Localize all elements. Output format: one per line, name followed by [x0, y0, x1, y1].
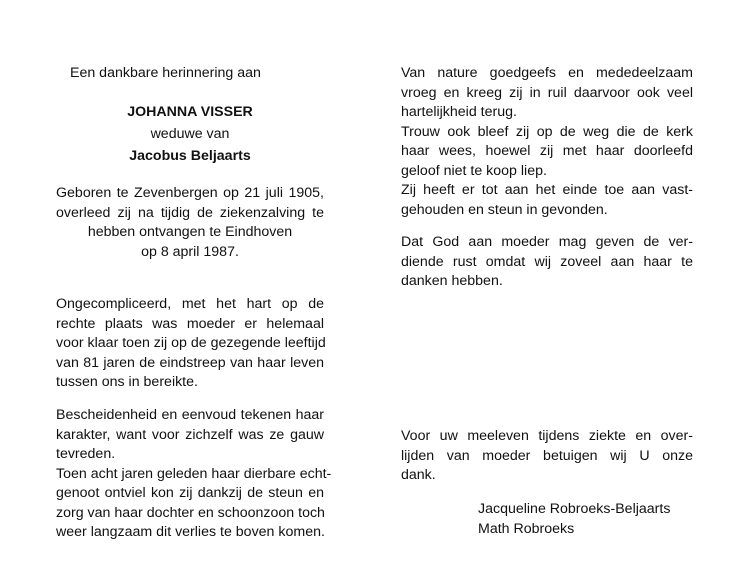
text-line: gehouden en steun in gevonden. [401, 201, 608, 218]
paragraph [56, 295, 324, 393]
signature-line: Math Robroeks [478, 520, 575, 537]
text-line: Zij heeft er tot aan het einde toe aan vast- [401, 182, 693, 198]
signatures [401, 500, 693, 539]
text-line: Trouw ook bleef zij op de weg die de kerk [401, 123, 693, 140]
intro-line: Een dankbare herinnering aan [70, 65, 261, 81]
husband-name: Jacobus Beljaarts [129, 148, 251, 164]
text-line: haar wees, hoewel zij met haar doorleefd [401, 143, 693, 159]
birth-death-block [56, 184, 324, 262]
text-line: Dat God aan moeder mag geven de ver- [401, 234, 693, 250]
paragraph [401, 233, 693, 292]
text-line: danken hebben. [401, 273, 503, 289]
text-line: Bescheidenheid en eenvoud tekenen haar [56, 407, 324, 423]
paragraph [401, 427, 693, 486]
text-line: overleed zij na tijdig de ziekenzalving te [56, 204, 324, 221]
text-line: geloof niet te koop liep. [401, 162, 547, 179]
text-line: Geboren te Zevenbergen op 21 juli 1905, [56, 185, 324, 201]
text-line: Toen acht jaren geleden haar dierbare echt- [56, 465, 332, 482]
signature-line: Jacqueline Robroeks-Beljaarts [478, 501, 671, 517]
text-line: tevreden. [56, 446, 116, 462]
text-line: op 8 april 1987. [141, 243, 239, 260]
text-line: karakter, want voor zichzelf was ze gauw [56, 426, 324, 443]
text-line: van 81 jaren de eindstreep van haar leven [56, 354, 324, 371]
text-line: diende rust omdat wij zoveel aan haar te [401, 253, 693, 270]
text-line: dank. [401, 467, 436, 483]
text-line: rechte plaats was moeder er helemaal [56, 315, 324, 332]
text-line: weer langzaam dit verlies te boven komen. [56, 524, 325, 540]
text-line: zorg van haar dochter en schoonzoon toch [56, 504, 325, 521]
text-line: hebben ontvangen te Eindhoven [87, 224, 293, 240]
text-line: lijden van moeder betuigen wij U onze [401, 447, 693, 464]
text-line: voor klaar toen zij op de gezegende leeftijd [56, 335, 326, 351]
text-line: Ongecompliceerd, met het hart op de [56, 296, 324, 312]
widow-of-label: weduwe van [150, 126, 230, 142]
paragraph [56, 406, 332, 543]
text-line: genoot ontviel kon zij dankzij de steun en [56, 485, 324, 501]
text-line: Voor uw meeleven tijdens ziekte en over- [401, 428, 693, 444]
text-line: hartelijkheid terug. [401, 104, 517, 120]
text-line: tussen ons in bereikte. [56, 374, 198, 390]
text-line: vroeg en kreeg zij in ruil daarvoor ook veel [401, 84, 693, 101]
text-line: Van nature goedgeefs en mededeelzaam [401, 65, 693, 81]
paragraph [401, 64, 693, 220]
deceased-name: JOHANNA VISSER [127, 104, 253, 120]
